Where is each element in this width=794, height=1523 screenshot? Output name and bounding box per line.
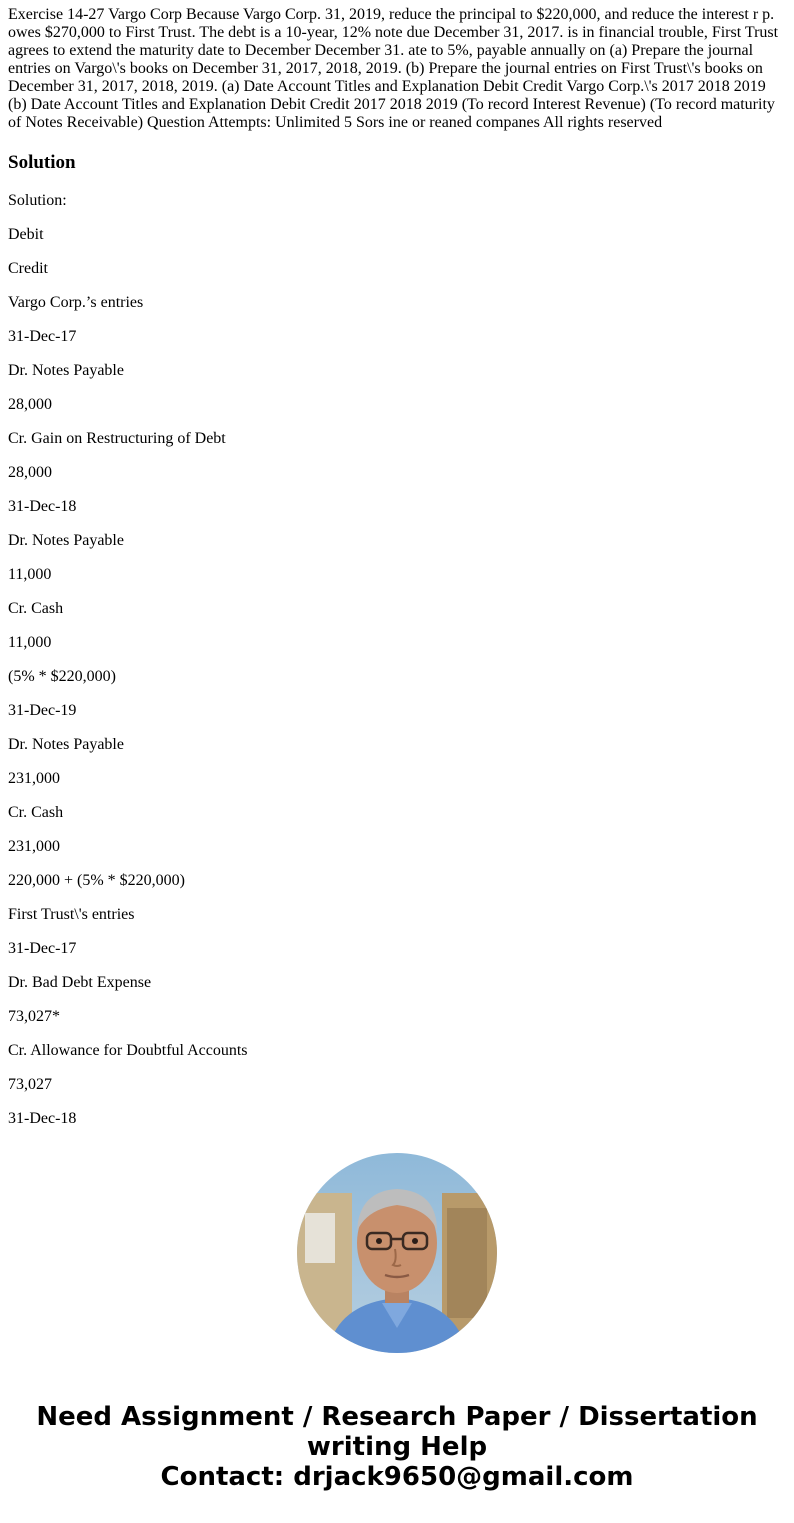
promo-line-1: Need Assignment / Research Paper / Dissertation <box>36 1402 758 1432</box>
question-text: Exercise 14-27 Vargo Corp Because Vargo Corp. 31, 2019, reduce the principal to $220,000, and reduce the interest r p. owes $270,000 to First Trust. The debt is a 10-year, 12% note due December 31, 2017. is in financial trouble, First Trust agrees to extend the maturity date to December December 31. ate to 5%, payable annually on (a) Prepare the journal entries on Vargo\'s books on December 31, 2017, 2018, 2019. (b) Prepare the journal entries on First Trust\'s books on December 31, 2017, 2018, 2019. (a) Date Account Titles and Explanation Debit Credit Vargo Corp.\'s 2017 2018 2019 (b) Date Account Titles and Explanation Debit Credit 2017 2018 2019 (To record Interest Revenue) (To record maturity of Notes Receivable) Question Attempts: Unlimited 5 Sors ine or reaned companes All rights reserved <box>8 6 779 131</box>
solution-line: 11,000 <box>8 634 52 651</box>
solution-line: 73,027* <box>8 1008 60 1025</box>
solution-line: 73,027 <box>8 1076 52 1093</box>
contact-email: Contact: drjack9650@gmail.com <box>160 1462 634 1492</box>
solution-line: Dr. Notes Payable <box>8 736 124 753</box>
solution-line: 31-Dec-19 <box>8 702 77 719</box>
solution-line: Vargo Corp.’s entries <box>8 294 144 311</box>
solution-line: 31-Dec-17 <box>8 940 77 957</box>
document-content <box>8 6 782 1123</box>
solution-line: 31-Dec-18 <box>8 498 77 515</box>
solution-line: Dr. Notes Payable <box>8 362 124 379</box>
solution-line: First Trust\'s entries <box>8 906 135 923</box>
solution-body <box>8 192 782 1123</box>
solution-line: Solution: <box>8 192 67 209</box>
solution-line: 220,000 + (5% * $220,000) <box>8 872 186 889</box>
solution-line: Credit <box>8 260 48 277</box>
solution-heading: Solution <box>8 152 76 173</box>
solution-line: Dr. Bad Debt Expense <box>8 974 152 991</box>
solution-line: Dr. Notes Payable <box>8 532 124 549</box>
solution-line: 28,000 <box>8 396 52 413</box>
solution-line: 231,000 <box>8 838 60 855</box>
solution-line: Cr. Cash <box>8 600 64 617</box>
solution-line: Debit <box>8 226 44 243</box>
person-portrait-icon <box>297 1153 497 1353</box>
solution-line: Cr. Cash <box>8 804 64 821</box>
solution-line: Cr. Allowance for Doubtful Accounts <box>8 1042 248 1059</box>
solution-line: Cr. Gain on Restructuring of Debt <box>8 430 226 447</box>
solution-line: 231,000 <box>8 770 60 787</box>
solution-line: 11,000 <box>8 566 52 583</box>
solution-line: (5% * $220,000) <box>8 668 116 685</box>
author-photo <box>297 1153 497 1353</box>
promo-banner <box>0 1402 794 1492</box>
solution-line: 31-Dec-18 <box>8 1110 77 1123</box>
solution-line: 28,000 <box>8 464 52 481</box>
solution-line: 31-Dec-17 <box>8 328 77 345</box>
promo-line-2: writing Help <box>306 1432 488 1462</box>
